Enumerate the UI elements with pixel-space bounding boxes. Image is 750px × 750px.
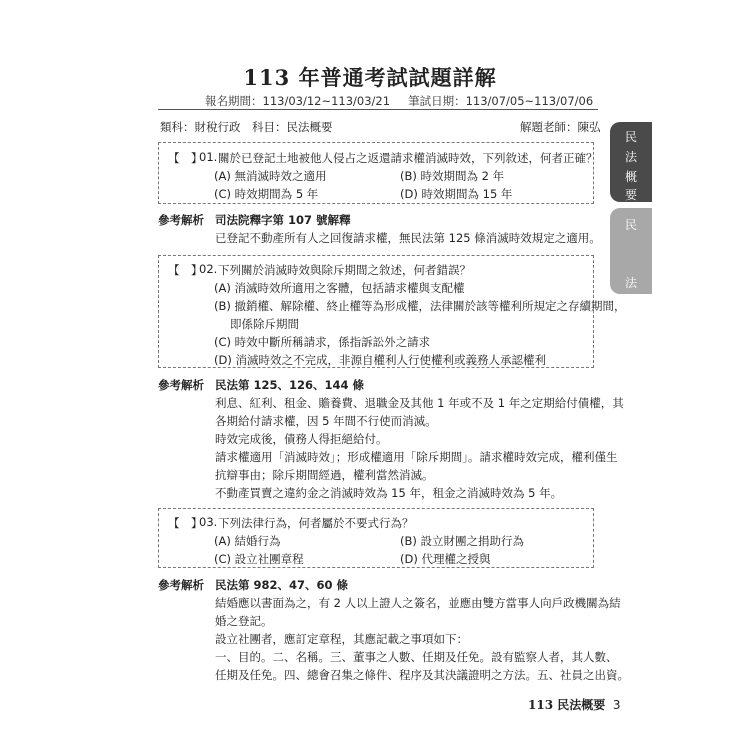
question-bracket: 【 】 [168, 151, 203, 165]
header-divider [158, 109, 598, 110]
question-number: 03. [199, 515, 218, 529]
answer-basis: 司法院釋字第 107 號解釋 [215, 213, 351, 227]
answer-basis: 民法第 982、47、60 條 [215, 578, 349, 592]
side-tab-char: 法 [624, 276, 637, 290]
answer-line: 利息、紅利、租金、贍養費、退職金及其他 1 年或不及 1 年之定期給付債權，其 [215, 396, 624, 410]
answer-line: 已登記不動產所有人之回復請求權，無民法第 125 條消滅時效規定之適用。 [215, 231, 601, 245]
question-text: 下列關於消滅時效與除斥期間之敘述，何者錯誤？ [218, 263, 471, 277]
answer-line: 抗辯事由；除斥期間經過，權利當然消滅。 [215, 468, 434, 482]
question-text: 關於已登記土地被他人侵占之返還請求權消滅時效，下列敘述，何者正確？ [218, 151, 598, 165]
question-text: 下列法律行為，何者屬於不要式行為？ [218, 516, 414, 530]
option-a: (A) 無消滅時效之適用 [214, 169, 327, 183]
side-tab-civil-law-outline [610, 122, 652, 202]
option-b-continued: 即係除斥期間 [230, 317, 299, 331]
side-tab-char: 民 [624, 130, 637, 144]
answer-label: 參考解析 [158, 378, 204, 392]
page-number: 3 [612, 698, 621, 712]
option-d: (D) 消滅時效之不完成，非源自權利人行使權利或義務人承認權利 [214, 353, 546, 367]
option-c: (C) 時效期間為 5 年 [214, 187, 319, 201]
side-tab-char: 概 [624, 170, 637, 184]
question-number: 02. [199, 262, 218, 276]
answer-basis: 民法第 125、126、144 條 [215, 378, 365, 392]
answer-line: 婚之登記。 [215, 614, 273, 628]
side-tab-civil-law [610, 208, 652, 294]
registration-period: 報名期間：113/03/12~113/03/21 [205, 94, 391, 108]
page-footer [528, 696, 621, 713]
question-number: 01. [199, 150, 218, 164]
answer-line: 一、目的。二、名稱。三、董事之人數、任期及任免。設有監察人者，其人數、 [215, 650, 618, 664]
exam-dates [205, 93, 593, 109]
exam-date: 筆試日期：113/07/05~113/07/06 [408, 94, 594, 108]
answer-line: 任期及任免。四、總會召集之條件、程序及其決議證明之方法。五、社員之出資。 [215, 668, 629, 682]
answer-line: 各期給付請求權，因 5 年間不行使而消滅。 [215, 414, 437, 428]
option-a: (A) 消滅時效所適用之客體，包括請求權與支配權 [214, 281, 465, 295]
answer-line: 請求權適用「消滅時效」；形成權適用「除斥期間」。請求權時效完成，權利僅生 [215, 450, 618, 464]
option-d: (D) 代理權之授與 [400, 552, 491, 566]
side-tab-char: 要 [624, 188, 637, 202]
side-tab-char: 民 [624, 218, 637, 232]
answer-line: 設立社團者，應訂定章程，其應記載之事項如下： [215, 632, 468, 646]
question-bracket: 【 】 [168, 263, 203, 277]
option-c: (C) 時效中斷所稱請求，係指訴訟外之請求 [214, 335, 431, 349]
side-tab-char: 法 [624, 150, 637, 164]
subject-line: 類科：財稅行政 科目：民法概要 [160, 120, 333, 134]
footer-book-title: 113 民法概要 [528, 698, 606, 712]
answer-line: 不動產買賣之違約金之消滅時效為 15 年，租金之消滅時效為 5 年。 [215, 486, 563, 500]
answer-line: 時效完成後，債務人得拒絕給付。 [215, 432, 388, 446]
option-b: (B) 時效期間為 2 年 [400, 169, 505, 183]
option-a: (A) 結婚行為 [214, 534, 281, 548]
option-c: (C) 設立社團章程 [214, 552, 304, 566]
option-b: (B) 設立財團之捐助行為 [400, 534, 525, 548]
option-d: (D) 時效期間為 15 年 [400, 187, 513, 201]
page-title: 113 年普通考試試題詳解 [243, 65, 497, 90]
answer-label: 參考解析 [158, 578, 204, 592]
answer-line: 結婚應以書面為之，有 2 人以上證人之簽名，並應由雙方當事人向戶政機關為結 [215, 596, 621, 610]
teacher-name: 解題老師：陳弘 [520, 120, 601, 134]
answer-label: 參考解析 [158, 213, 204, 227]
option-b: (B) 撤銷權、解除權、終止權等為形成權，法律關於該等權利所規定之存續期間， [214, 299, 626, 313]
question-bracket: 【 】 [168, 516, 203, 530]
